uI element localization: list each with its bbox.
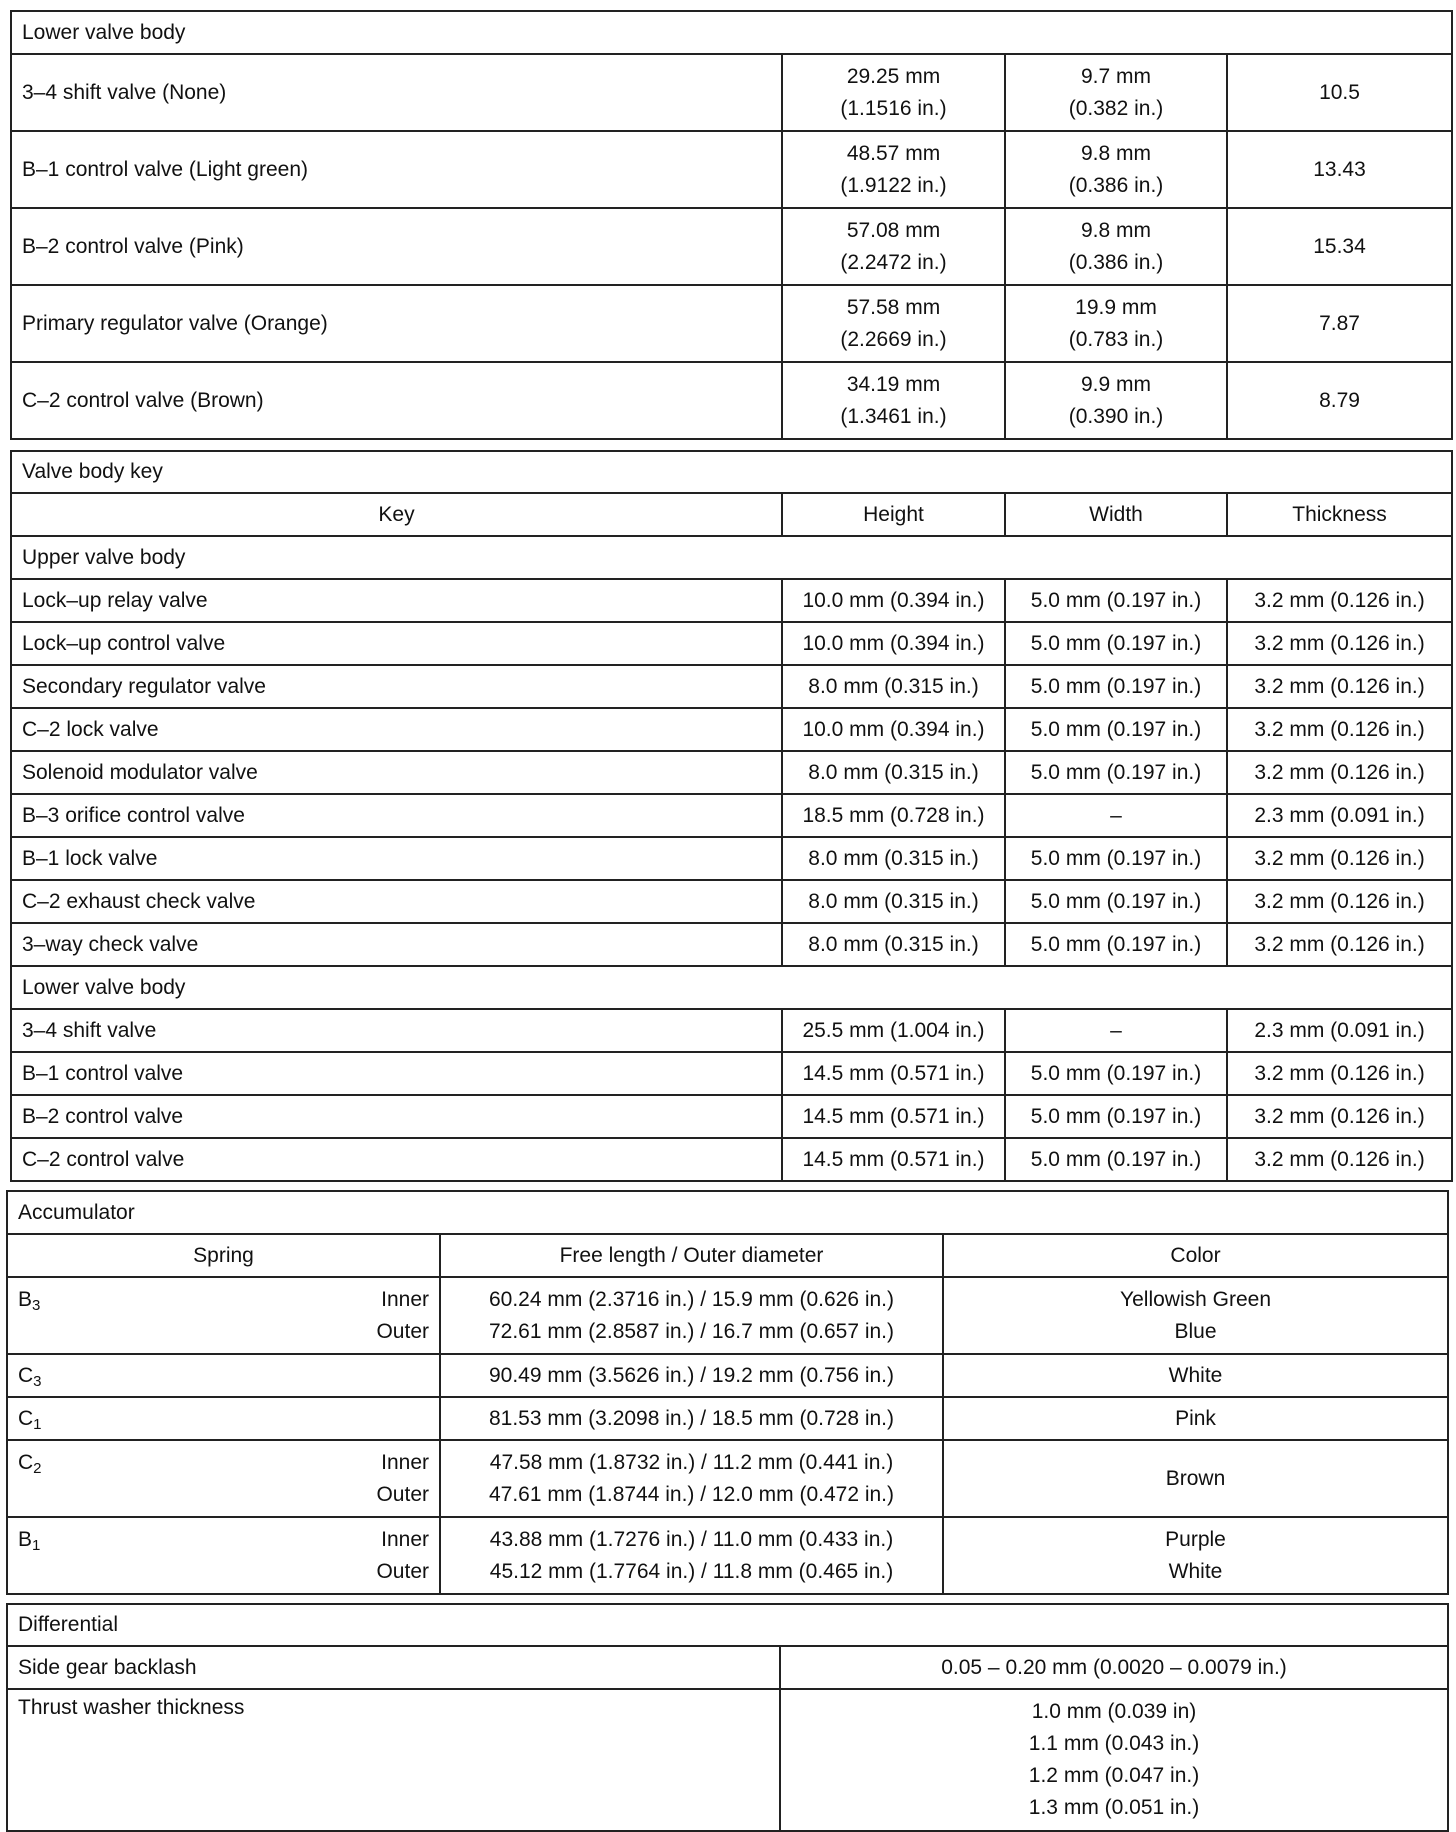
- key-width: 5.0 mm (0.197 in.): [1005, 622, 1227, 665]
- key-name: B–1 control valve: [11, 1052, 782, 1095]
- free-length-diameter: 47.58 mm (1.8732 in.) / 11.2 mm (0.441 in.) 47.61 mm (1.8744 in.) / 12.0 mm (0.472 in.): [440, 1440, 943, 1517]
- table-row: [11, 1095, 1452, 1138]
- table-row: [7, 1689, 1448, 1831]
- table-row: [11, 708, 1452, 751]
- thrust-washer-label: Thrust washer thickness: [7, 1689, 780, 1831]
- key-name: C–2 control valve: [11, 1138, 782, 1181]
- key-height: 14.5 mm (0.571 in.): [782, 1138, 1005, 1181]
- key-thickness: 2.3 mm (0.091 in.): [1227, 794, 1452, 837]
- key-name: B–3 orifice control valve: [11, 794, 782, 837]
- key-thickness: 3.2 mm (0.126 in.): [1227, 579, 1452, 622]
- subsection-title: Lower valve body: [11, 966, 1452, 1009]
- key-width: 5.0 mm (0.197 in.): [1005, 708, 1227, 751]
- free-length-diameter: 43.88 mm (1.7276 in.) / 11.0 mm (0.433 in.) 45.12 mm (1.7764 in.) / 11.8 mm (0.465 in.): [440, 1517, 943, 1594]
- key-name: C–2 lock valve: [11, 708, 782, 751]
- key-width: 5.0 mm (0.197 in.): [1005, 1052, 1227, 1095]
- lower-valve-body-spring-table: [10, 10, 1453, 440]
- section-title: Accumulator: [7, 1191, 1448, 1234]
- total-coils: 15.34: [1227, 208, 1452, 285]
- free-length: 34.19 mm (1.3461 in.): [782, 362, 1005, 439]
- table-row: [11, 208, 1452, 285]
- key-thickness: 3.2 mm (0.126 in.): [1227, 751, 1452, 794]
- table-row: [11, 1009, 1452, 1052]
- table-row: [11, 622, 1452, 665]
- key-thickness: 3.2 mm (0.126 in.): [1227, 622, 1452, 665]
- header-key: Key: [11, 493, 782, 536]
- total-coils: 13.43: [1227, 131, 1452, 208]
- key-name: 3–way check valve: [11, 923, 782, 966]
- key-width: 5.0 mm (0.197 in.): [1005, 1138, 1227, 1181]
- table-row: [11, 751, 1452, 794]
- table-row: [11, 54, 1452, 131]
- table-title-row: [7, 1604, 1448, 1646]
- key-thickness: 3.2 mm (0.126 in.): [1227, 665, 1452, 708]
- subsection-row: [11, 966, 1452, 1009]
- table-title-row: [11, 451, 1452, 493]
- thrust-washer-values: 1.0 mm (0.039 in) 1.1 mm (0.043 in.) 1.2 mm (0.047 in.) 1.3 mm (0.051 in.): [780, 1689, 1448, 1831]
- spring-color: Purple White: [943, 1517, 1448, 1594]
- free-length-diameter: 81.53 mm (3.2098 in.) / 18.5 mm (0.728 in.): [440, 1397, 943, 1440]
- spring-id: $B_1$ Inner Outer: [7, 1517, 440, 1594]
- table-title-row: [7, 1191, 1448, 1234]
- valve-name: Primary regulator valve (Orange): [11, 285, 782, 362]
- free-length: 48.57 mm (1.9122 in.): [782, 131, 1005, 208]
- key-height: 18.5 mm (0.728 in.): [782, 794, 1005, 837]
- free-length-diameter: 90.49 mm (3.5626 in.) / 19.2 mm (0.756 in.): [440, 1354, 943, 1397]
- outer-diameter: 9.8 mm (0.386 in.): [1005, 131, 1227, 208]
- key-width: 5.0 mm (0.197 in.): [1005, 837, 1227, 880]
- table-row-b1: [7, 1517, 1448, 1594]
- subsection-title: Upper valve body: [11, 536, 1452, 579]
- key-width: 5.0 mm (0.197 in.): [1005, 751, 1227, 794]
- valve-body-key-table: [10, 450, 1453, 1182]
- spring-id: $C_3$: [7, 1354, 440, 1397]
- key-height: 8.0 mm (0.315 in.): [782, 665, 1005, 708]
- outer-diameter: 9.8 mm (0.386 in.): [1005, 208, 1227, 285]
- table-header-row: [7, 1234, 1448, 1277]
- table-row-b3: [7, 1277, 1448, 1354]
- key-height: 8.0 mm (0.315 in.): [782, 837, 1005, 880]
- outer-diameter: 9.9 mm (0.390 in.): [1005, 362, 1227, 439]
- differential-table: [6, 1603, 1449, 1832]
- table-row: [11, 362, 1452, 439]
- key-name: B–2 control valve: [11, 1095, 782, 1138]
- section-title: Lower valve body: [11, 11, 1452, 54]
- key-width: 5.0 mm (0.197 in.): [1005, 1095, 1227, 1138]
- table-row: [11, 285, 1452, 362]
- header-color: Color: [943, 1234, 1448, 1277]
- key-name: C–2 exhaust check valve: [11, 880, 782, 923]
- table-row: [7, 1646, 1448, 1689]
- table-header-row: [11, 493, 1452, 536]
- key-width: 5.0 mm (0.197 in.): [1005, 880, 1227, 923]
- key-thickness: 3.2 mm (0.126 in.): [1227, 708, 1452, 751]
- spring-id: $C_1$: [7, 1397, 440, 1440]
- table-row: [11, 880, 1452, 923]
- table-row-c1: [7, 1397, 1448, 1440]
- spring-color: Brown: [943, 1440, 1448, 1517]
- key-width: 5.0 mm (0.197 in.): [1005, 579, 1227, 622]
- outer-diameter: 9.7 mm (0.382 in.): [1005, 54, 1227, 131]
- key-height: 10.0 mm (0.394 in.): [782, 579, 1005, 622]
- key-thickness: 3.2 mm (0.126 in.): [1227, 880, 1452, 923]
- header-width: Width: [1005, 493, 1227, 536]
- table-row: [11, 665, 1452, 708]
- key-thickness: 3.2 mm (0.126 in.): [1227, 1095, 1452, 1138]
- header-height: Height: [782, 493, 1005, 536]
- backlash-value: 0.05 – 0.20 mm (0.0020 – 0.0079 in.): [780, 1646, 1448, 1689]
- free-length: 29.25 mm (1.1516 in.): [782, 54, 1005, 131]
- table-row: [11, 131, 1452, 208]
- key-width: 5.0 mm (0.197 in.): [1005, 923, 1227, 966]
- section-title: Differential: [7, 1604, 1448, 1646]
- key-height: 8.0 mm (0.315 in.): [782, 923, 1005, 966]
- key-thickness: 3.2 mm (0.126 in.): [1227, 1138, 1452, 1181]
- table-row: [11, 794, 1452, 837]
- key-thickness: 3.2 mm (0.126 in.): [1227, 1052, 1452, 1095]
- key-name: 3–4 shift valve: [11, 1009, 782, 1052]
- key-width: –: [1005, 1009, 1227, 1052]
- key-height: 10.0 mm (0.394 in.): [782, 622, 1005, 665]
- accumulator-table: [6, 1190, 1449, 1595]
- key-name: Lock–up control valve: [11, 622, 782, 665]
- subsection-row: [11, 536, 1452, 579]
- free-length: 57.58 mm (2.2669 in.): [782, 285, 1005, 362]
- spring-color: White: [943, 1354, 1448, 1397]
- header-thickness: Thickness: [1227, 493, 1452, 536]
- valve-name: B–1 control valve (Light green): [11, 131, 782, 208]
- valve-name: C–2 control valve (Brown): [11, 362, 782, 439]
- valve-name: 3–4 shift valve (None): [11, 54, 782, 131]
- table-row: [11, 1138, 1452, 1181]
- table-row: [11, 837, 1452, 880]
- header-free-length: Free length / Outer diameter: [440, 1234, 943, 1277]
- table-row: [11, 579, 1452, 622]
- spring-color: Yellowish Green Blue: [943, 1277, 1448, 1354]
- key-height: 25.5 mm (1.004 in.): [782, 1009, 1005, 1052]
- free-length: 57.08 mm (2.2472 in.): [782, 208, 1005, 285]
- key-height: 10.0 mm (0.394 in.): [782, 708, 1005, 751]
- key-height: 14.5 mm (0.571 in.): [782, 1052, 1005, 1095]
- total-coils: 8.79: [1227, 362, 1452, 439]
- key-width: 5.0 mm (0.197 in.): [1005, 665, 1227, 708]
- key-thickness: 3.2 mm (0.126 in.): [1227, 923, 1452, 966]
- spring-id: $C_2$ Inner Outer: [7, 1440, 440, 1517]
- key-thickness: 3.2 mm (0.126 in.): [1227, 837, 1452, 880]
- valve-name: B–2 control valve (Pink): [11, 208, 782, 285]
- spring-id: $B_3$ Inner Outer: [7, 1277, 440, 1354]
- table-row-c3: [7, 1354, 1448, 1397]
- key-thickness: 2.3 mm (0.091 in.): [1227, 1009, 1452, 1052]
- table-row-c2: [7, 1440, 1448, 1517]
- total-coils: 10.5: [1227, 54, 1452, 131]
- spring-color: Pink: [943, 1397, 1448, 1440]
- outer-diameter: 19.9 mm (0.783 in.): [1005, 285, 1227, 362]
- total-coils: 7.87: [1227, 285, 1452, 362]
- key-name: Lock–up relay valve: [11, 579, 782, 622]
- backlash-label: Side gear backlash: [7, 1646, 780, 1689]
- table-title-row: [11, 11, 1452, 54]
- header-spring: Spring: [7, 1234, 440, 1277]
- key-height: 8.0 mm (0.315 in.): [782, 751, 1005, 794]
- free-length-diameter: 60.24 mm (2.3716 in.) / 15.9 mm (0.626 in.) 72.61 mm (2.8587 in.) / 16.7 mm (0.657 in.): [440, 1277, 943, 1354]
- key-width: –: [1005, 794, 1227, 837]
- key-name: Secondary regulator valve: [11, 665, 782, 708]
- table-row: [11, 1052, 1452, 1095]
- key-height: 14.5 mm (0.571 in.): [782, 1095, 1005, 1138]
- key-name: B–1 lock valve: [11, 837, 782, 880]
- table-row: [11, 923, 1452, 966]
- key-name: Solenoid modulator valve: [11, 751, 782, 794]
- section-title: Valve body key: [11, 451, 1452, 493]
- key-height: 8.0 mm (0.315 in.): [782, 880, 1005, 923]
